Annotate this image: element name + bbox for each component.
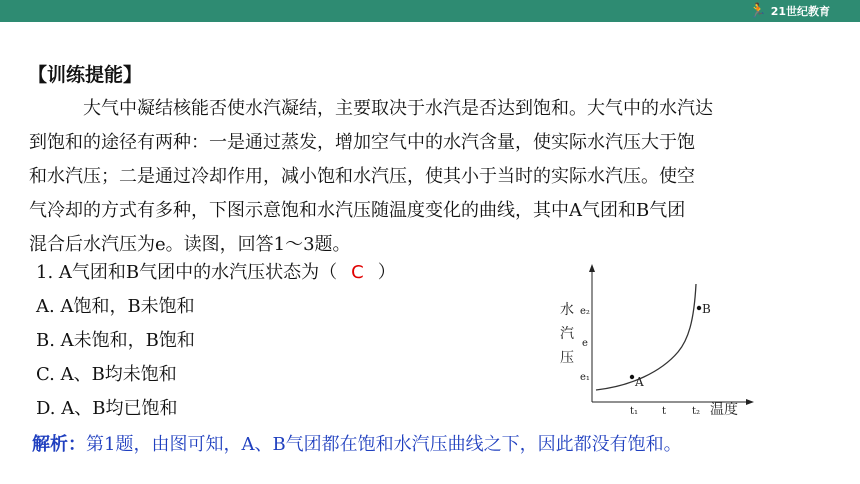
y-axis-arrow [589, 264, 595, 272]
passage [29, 92, 826, 262]
x-axis-label: 温度 [710, 402, 738, 418]
analysis-label: 解析： [32, 434, 86, 455]
answer-mark: C [351, 262, 364, 283]
top-bar [0, 0, 860, 22]
x-tick-t1: t₁ [630, 406, 639, 417]
y-label-1: 水 [560, 302, 574, 318]
passage-line: 混合后水汽压为e。读图，回答1～3题。 [29, 234, 351, 255]
point-b [697, 306, 701, 310]
option-a: A. A饱和，B未饱和 [36, 296, 195, 317]
vapor-pressure-figure [556, 262, 756, 420]
analysis [32, 430, 682, 460]
y-label-2: 汽 [560, 326, 574, 342]
y-tick-e2: e₂ [580, 306, 590, 317]
point-b-label: B [702, 302, 711, 316]
y-tick-e: e [582, 338, 588, 349]
brand-logo [749, 2, 830, 20]
analysis-text: 第1题，由图可知，A、B气团都在饱和水汽压曲线之下，因此都没有饱和。 [86, 434, 682, 455]
x-tick-t: t [662, 406, 667, 417]
runner-icon: 🏃 [749, 3, 767, 19]
point-a [630, 375, 634, 379]
section-title: 【训练提能】 [28, 64, 143, 86]
x-axis-arrow [746, 399, 754, 405]
logo-text: 21世纪教育 [770, 5, 830, 18]
passage-line: 大气中凝结核能否使水汽凝结，主要取决于水汽是否达到饱和。大气中的水汽达 [83, 98, 713, 119]
option-d: D. A、B均已饱和 [36, 398, 178, 419]
option-b: B. A未饱和，B饱和 [36, 330, 195, 351]
passage-line: 和水汽压；二是通过冷却作用，减小饱和水汽压，使其小于当时的实际水汽压。使空 [29, 166, 695, 187]
option-c: C. A、B均未饱和 [36, 364, 177, 385]
y-label-3: 压 [560, 350, 574, 366]
y-tick-e1: e₁ [580, 372, 590, 383]
passage-line: 到饱和的途径有两种：一是通过蒸发，增加空气中的水汽含量，使实际水汽压大于饱 [29, 132, 695, 153]
question-stem: 1. A气团和B气团中的水汽压状态为（ C ） [36, 262, 396, 283]
passage-line: 气冷却的方式有多种，下图示意饱和水汽压随温度变化的曲线，其中A气团和B气团 [29, 200, 686, 221]
x-tick-t2: t₂ [692, 406, 701, 417]
point-a-label: A [635, 375, 644, 389]
saturation-curve [596, 284, 696, 390]
